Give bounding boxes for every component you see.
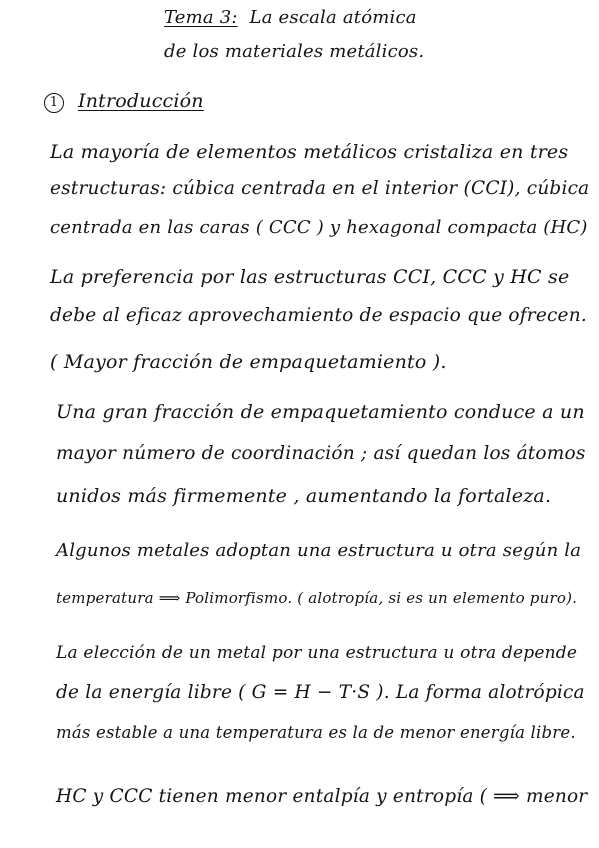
title-line-1 bbox=[164, 6, 417, 30]
section-number-badge: 1 bbox=[44, 93, 64, 113]
text-line-10: Algunos metales adoptan una estructura u otra según la bbox=[56, 540, 582, 561]
text-line-2: estructuras: cúbica centrada en el interior (CCI), cúbica bbox=[50, 178, 590, 199]
text-line-15: HC y CCC tienen menor entalpía y entropía ( ⟹ menor bbox=[56, 786, 588, 807]
text-line-8: mayor número de coordinación ; así quedan los átomos bbox=[56, 443, 586, 464]
text-line-1: La mayoría de elementos metálicos cristaliza en tres bbox=[50, 141, 569, 163]
section-heading bbox=[44, 89, 204, 113]
text-line-5: debe al eficaz aprovechamiento de espacio que ofrecen. bbox=[50, 305, 587, 326]
text-line-6: ( Mayor fracción de empaquetamiento ). bbox=[50, 351, 447, 373]
text-line-7: Una gran fracción de empaquetamiento conduce a un bbox=[56, 401, 585, 423]
section-title: Introducción bbox=[78, 90, 204, 112]
text-line-11: temperatura ⟹ Polimorfismo. ( alotropía, si es un elemento puro). bbox=[56, 589, 578, 607]
text-line-3: centrada en las caras ( CCC ) y hexagonal compacta (HC) bbox=[50, 217, 588, 238]
text-line-4: La preferencia por las estructuras CCI, CCC y HC se bbox=[50, 266, 570, 288]
title-line-2: de los materiales metálicos. bbox=[164, 41, 425, 62]
title-topic-label: Tema 3: bbox=[164, 7, 238, 28]
text-line-9: unidos más firmemente , aumentando la fortaleza. bbox=[56, 485, 552, 507]
text-line-14: más estable a una temperatura es la de menor energía libre. bbox=[56, 723, 576, 742]
text-line-13: de la energía libre ( G = H − T·S ). La forma alotrópica bbox=[56, 682, 585, 703]
text-line-12: La elección de un metal por una estructura u otra depende bbox=[56, 643, 578, 663]
title-topic-name: La escala atómica bbox=[249, 7, 417, 28]
